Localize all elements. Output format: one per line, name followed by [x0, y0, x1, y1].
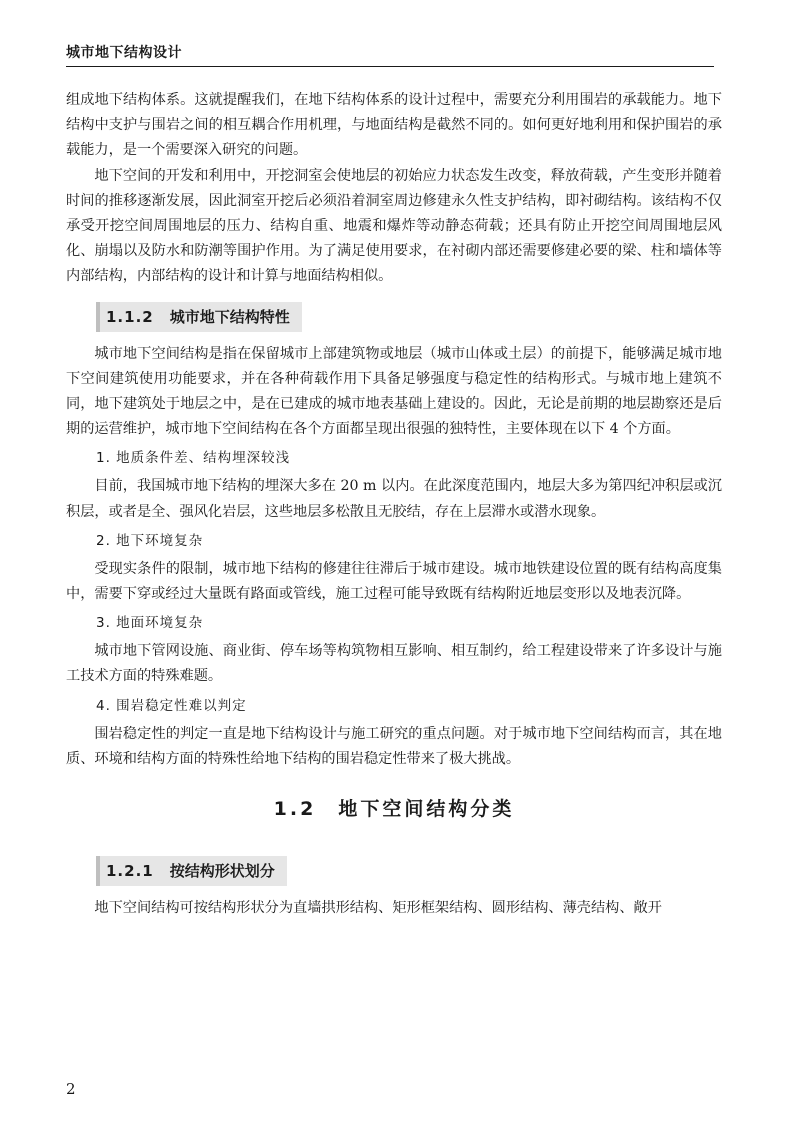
- paragraph: 组成地下结构体系。这就提醒我们，在地下结构体系的设计过程中，需要充分利用围岩的承载能力。地下结构中支护与围岩之间的相互耦合作用机理，与地面结构是截然不同的。如何更好地利用和保护围岩的承载能力，是一个需要深入研究的问题。: [66, 92, 722, 159]
- section-title: 地下空间结构分类: [338, 798, 515, 821]
- paragraph: 受现实条件的限制，城市地下结构的修建往往滞后于城市建设。城市地铁建设位置的既有结构高度集中，需要下穿或经过大量既有路面或管线，施工过程可能导致既有结构附近地层变形以及地表沉降。: [66, 560, 722, 603]
- paragraph: 地下空间结构可按结构形状分为直墙拱形结构、矩形框架结构、圆形结构、薄壳结构、敞开: [94, 900, 662, 917]
- page-body: [66, 88, 722, 921]
- section-heading-1-2: [66, 794, 722, 824]
- paragraph: 地下空间的开发和利用中，开挖洞室会使地层的初始应力状态发生改变，释放荷载，产生变形并随着时间的推移逐渐发展，因此洞室开挖后必须沿着洞室周边修建永久性支护结构，即衬砌结构。该结构不仅承受开挖空间周围地层的压力、结构自重、地震和爆炸等动静态荷载；还具有防止开挖空间周围地层风化、崩塌以及防水和防潮等围护作用。为了满足使用要求，在衬砌内部还需要修建必要的梁、柱和墙体等内部结构，内部结构的设计和计算与地面结构相似。: [66, 167, 722, 285]
- paragraph: 目前，我国城市地下结构的埋深大多在 20 m 以内。在此深度范围内，地层大多为第四纪冲积层或沉积层，或者是全、强风化岩层，这些地层多松散且无胶结，存在上层滞水或潜水现象。: [66, 478, 722, 520]
- subsection-number: 1.2.1: [106, 862, 154, 881]
- item-heading: 1. 地质条件差、结构埋深较浅: [96, 450, 291, 467]
- subsection-heading-1-2-1: [96, 856, 287, 886]
- page-number: 2: [66, 1080, 76, 1098]
- running-head-title: 城市地下结构设计: [66, 45, 182, 61]
- section-number: 1.2: [273, 798, 317, 821]
- subsection-heading-1-1-2: [96, 302, 302, 332]
- paragraph: 城市地下空间结构是指在保留城市上部建筑物或地层（城市山体或土层）的前提下，能够满足城市地下空间建筑使用功能要求，并在各种荷载作用下具备足够强度与稳定性的结构形式。与城市地上建筑不同，地下建筑处于地层之中，是在已建成的城市地表基础上建设的。因此，无论是前期的地层勘察还是后期的运营维护，城市地下空间结构在各个方面都呈现出很强的独特性，主要体现在以下 4 个方面。: [66, 345, 722, 438]
- subsection-number: 1.1.2: [106, 307, 154, 326]
- paragraph: 城市地下管网设施、商业街、停车场等构筑物相互影响、相互制约，给工程建设带来了许多设计与施工技术方面的特殊难题。: [66, 643, 722, 685]
- item-heading: 2. 地下环境复杂: [96, 532, 204, 549]
- header-rule: [66, 66, 714, 67]
- subsection-title: 按结构形状划分: [169, 862, 275, 881]
- subsection-title: 城市地下结构特性: [169, 307, 290, 326]
- paragraph: 围岩稳定性的判定一直是地下结构设计与施工研究的重点问题。对于城市地下空间结构而言，其在地质、环境和结构方面的特殊性给地下结构的围岩稳定性带来了极大挑战。: [66, 725, 722, 767]
- item-heading: 4. 围岩稳定性难以判定: [96, 697, 247, 714]
- item-heading: 3. 地面环境复杂: [96, 615, 204, 632]
